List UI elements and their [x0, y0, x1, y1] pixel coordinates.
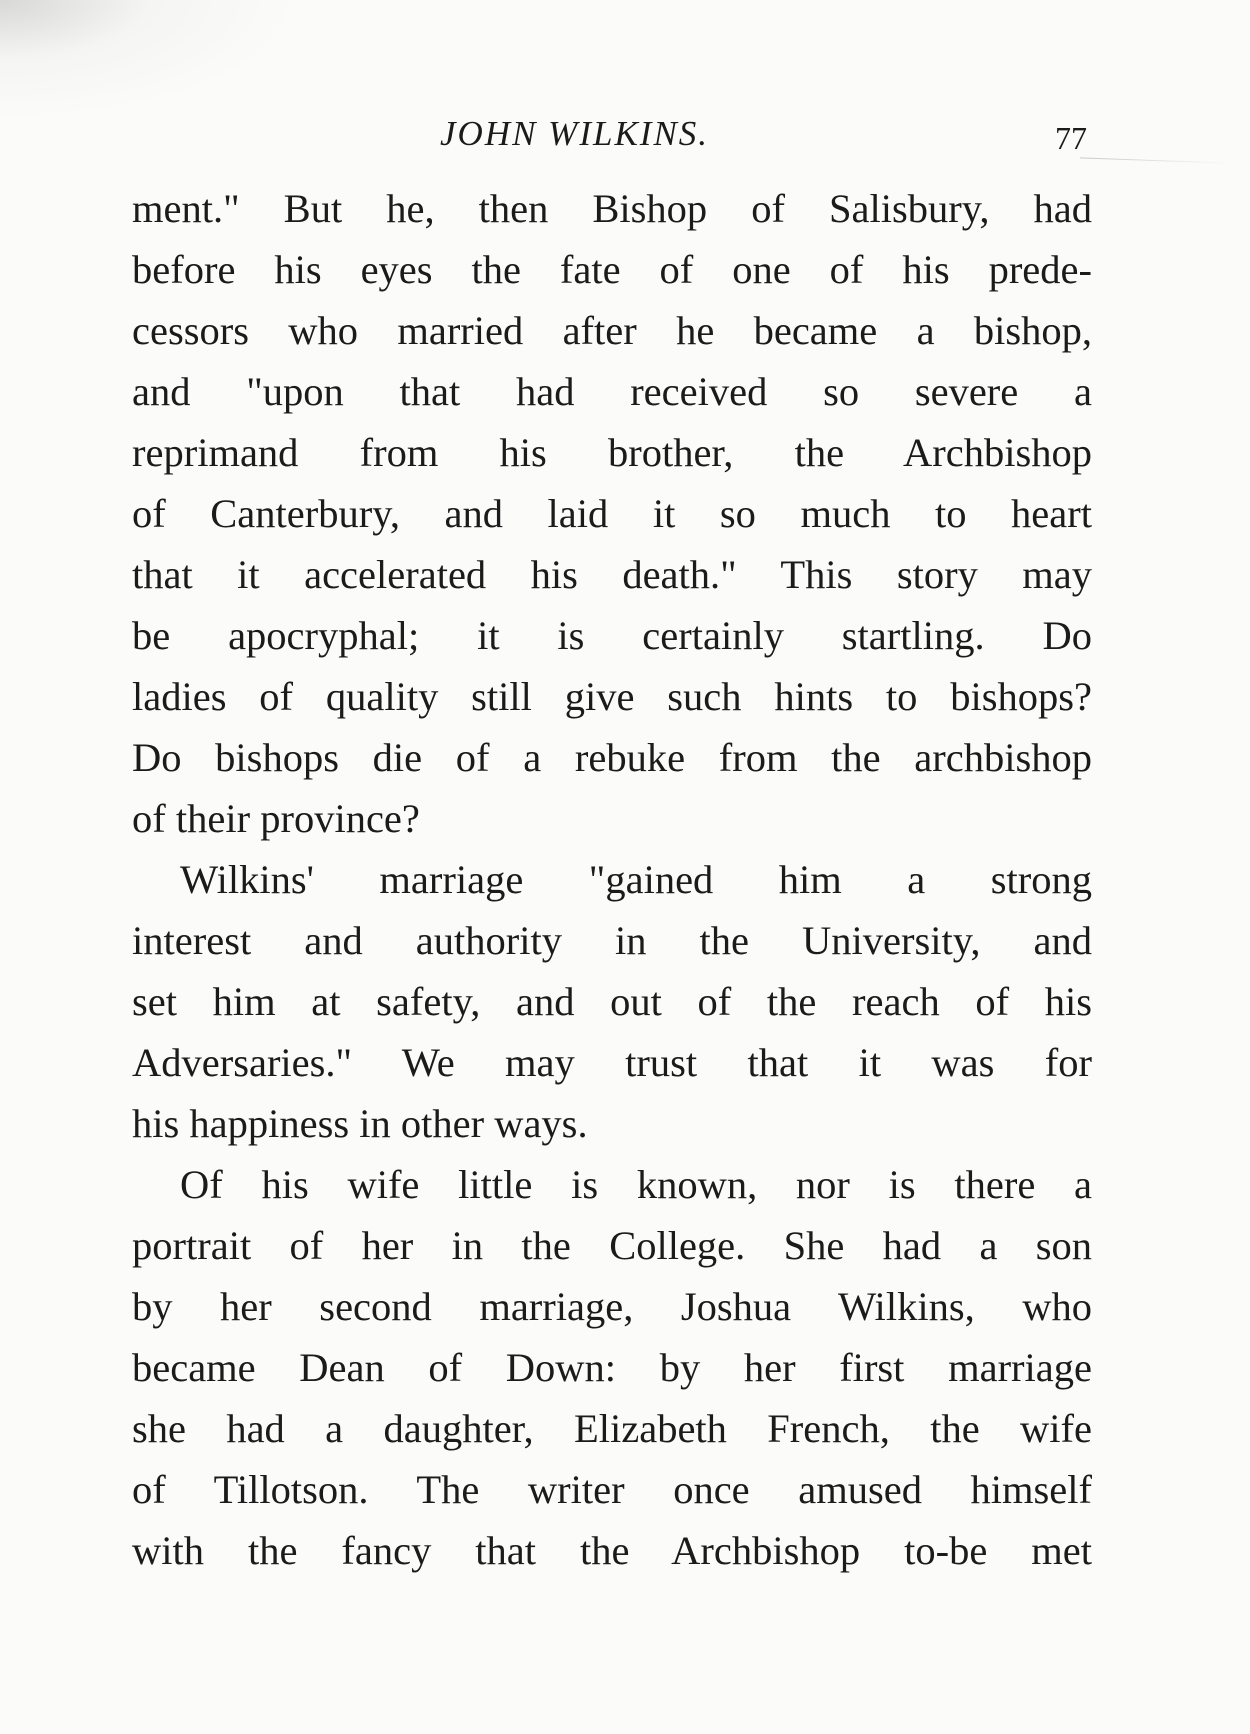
text-line: interest and authority in the University, and: [132, 918, 1092, 963]
page-number: 77: [1055, 120, 1087, 156]
text-line: be apocryphal; it is certainly startling. Do: [132, 613, 1092, 658]
text-line: became Dean of Down: by her first marriage: [132, 1345, 1092, 1390]
text-line: reprimand from his brother, the Archbishop: [132, 430, 1092, 475]
text-line: ladies of quality still give such hints to bishops?: [132, 674, 1092, 719]
text-line: Do bishops die of a rebuke from the archbishop: [132, 735, 1092, 780]
text-line: cessors who married after he became a bishop,: [132, 308, 1092, 353]
text-line: that it accelerated his death." This story may: [132, 552, 1092, 597]
text-line: of Canterbury, and laid it so much to heart: [132, 491, 1092, 536]
text-line: of Tillotson. The writer once amused himself: [132, 1467, 1092, 1512]
text-line: ment." But he, then Bishop of Salisbury, had: [132, 186, 1092, 231]
paragraph-end-line: his happiness in other ways.: [132, 1101, 588, 1146]
margin-pencil-line: [1080, 157, 1230, 163]
text-line: with the fancy that the Archbishop to-be met: [132, 1528, 1092, 1573]
text-line: she had a daughter, Elizabeth French, the wife: [132, 1406, 1092, 1451]
running-title: JOHN WILKINS.: [440, 114, 710, 153]
text-line: set him at safety, and out of the reach of his: [132, 979, 1092, 1024]
text-line: portrait of her in the College. She had a son: [132, 1223, 1092, 1268]
running-header: [130, 108, 1090, 158]
page-corner-smudge: [0, 0, 300, 120]
text-line: by her second marriage, Joshua Wilkins, who: [132, 1284, 1092, 1329]
text-line: and "upon that had received so severe a: [132, 369, 1092, 414]
text-line: before his eyes the fate of one of his prede-: [132, 247, 1092, 292]
paragraph-start-line: Wilkins' marriage "gained him a strong: [180, 857, 1092, 902]
paragraph-end-line: of their province?: [132, 796, 420, 841]
body-text: [132, 178, 1092, 1581]
paragraph-start-line: Of his wife little is known, nor is there a: [180, 1162, 1092, 1207]
text-line: Adversaries." We may trust that it was for: [132, 1040, 1092, 1085]
